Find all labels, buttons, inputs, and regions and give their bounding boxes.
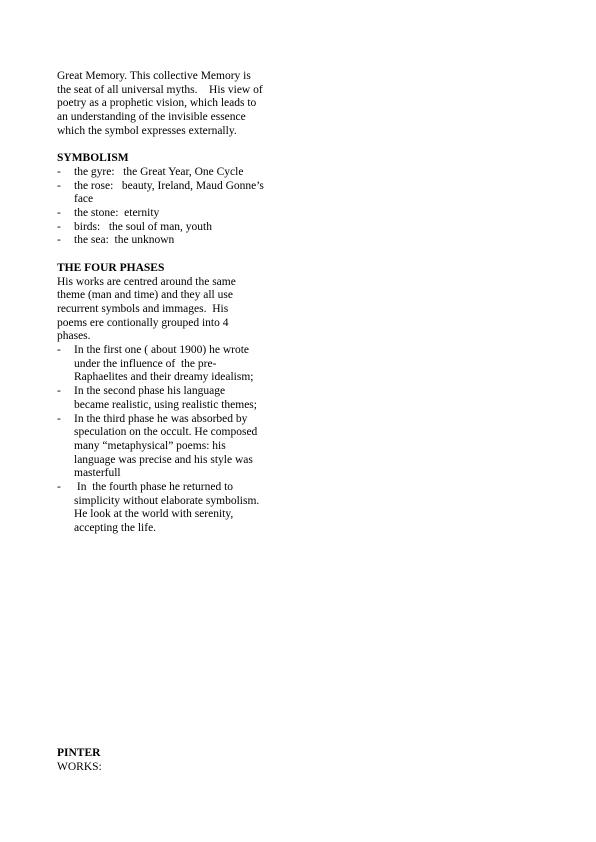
list-item [57, 234, 287, 248]
main-column [57, 70, 287, 536]
works-label: WORKS: [57, 760, 102, 773]
list-item [57, 207, 287, 221]
intro-paragraph [57, 70, 287, 139]
list-item-text: face [74, 193, 94, 206]
list-dash: - [57, 481, 61, 494]
list-item-text: the stone: eternity [74, 207, 160, 220]
list-item-text: accepting the life. [74, 522, 157, 535]
pinter-heading: PINTER [57, 747, 101, 759]
list-item-text: Raphaelites and their dreamy idealism; [74, 371, 254, 384]
intro-line: an understanding of the invisible essence [57, 111, 246, 124]
list-item [57, 385, 287, 412]
list-item-text: In the third phase he was absorbed by [74, 412, 248, 425]
list-dash: - [57, 220, 61, 233]
list-item-text: the gyre: the Great Year, One Cycle [74, 165, 244, 178]
list-item-text: the rose: beauty, Ireland, Maud Gonne’s [74, 179, 264, 192]
list-dash: - [57, 179, 61, 192]
spacer [57, 139, 287, 153]
list-item [57, 413, 287, 482]
list-item-text: language was precise and his style was [74, 453, 253, 466]
list-item-text: In the fourth phase he returned to [74, 481, 234, 494]
list-item-text: In the first one ( about 1900) he wrote [74, 344, 250, 357]
symbolism-section [57, 152, 287, 248]
four-phases-intro-line: His works are centred around the same [57, 275, 236, 288]
list-dash: - [57, 165, 61, 178]
list-item [57, 166, 287, 180]
list-item-text: many “metaphysical” poems: his [74, 439, 226, 452]
four-phases-heading: THE FOUR PHASES [57, 261, 165, 274]
four-phases-intro-line: poems ere contionally grouped into 4 [57, 316, 229, 329]
list-dash: - [57, 207, 61, 220]
spacer [57, 248, 287, 262]
intro-line: which the symbol expresses externally. [57, 124, 237, 137]
list-item-text: simplicity without elaborate symbolism. [74, 494, 260, 507]
list-dash: - [57, 412, 61, 425]
list-item-text: masterfull [74, 467, 121, 480]
list-dash: - [57, 344, 61, 357]
intro-line: the seat of all universal myths. His view of [57, 83, 263, 96]
four-phases-section [57, 262, 287, 536]
symbolism-heading: SYMBOLISM [57, 152, 129, 165]
list-item-text: the sea: the unknown [74, 234, 175, 247]
list-item [57, 344, 287, 385]
four-phases-intro-line: recurrent symbols and immages. His [57, 302, 229, 315]
list-item-text: In the second phase his language [74, 385, 226, 398]
list-item-text: speculation on the occult. He composed [74, 426, 258, 439]
list-item-text: under the influence of the pre- [74, 357, 217, 370]
list-dash: - [57, 234, 61, 247]
list-item [57, 180, 287, 207]
list-item-text: became realistic, using realistic themes; [74, 398, 257, 411]
list-item [57, 221, 287, 235]
pinter-section [57, 747, 287, 774]
intro-line: Great Memory. This collective Memory is [57, 70, 251, 82]
four-phases-intro-line: theme (man and time) and they all use [57, 289, 233, 302]
intro-line: poetry as a prophetic vision, which leads to [57, 97, 257, 110]
four-phases-intro-line: phases. [57, 330, 91, 343]
list-item [57, 481, 287, 536]
list-dash: - [57, 385, 61, 398]
list-item-text: He look at the world with serenity, [74, 508, 234, 521]
list-item-text: birds: the soul of man, youth [74, 220, 212, 233]
